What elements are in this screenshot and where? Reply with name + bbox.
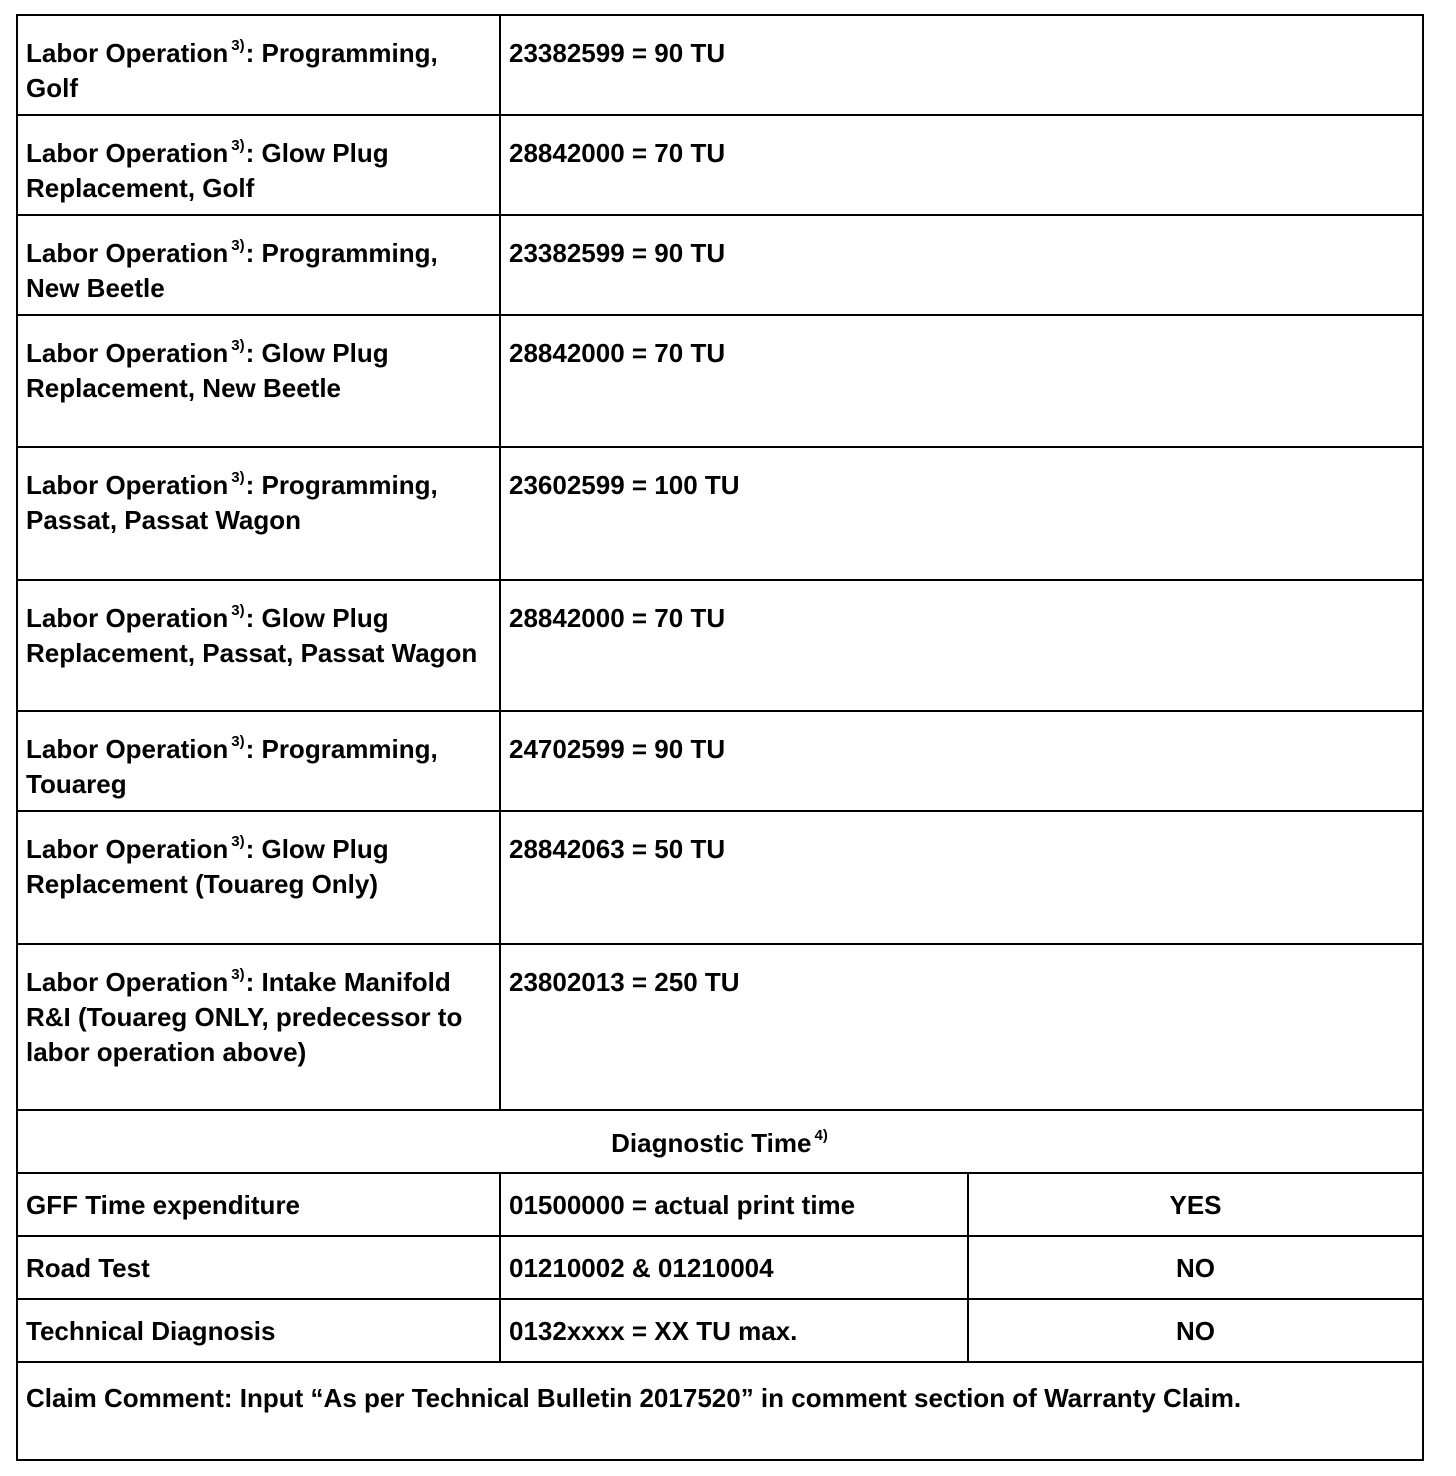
labor-operation-label: Labor Operation $^{3)}$: Glow Plug Replacement (Touareg Only) bbox=[17, 811, 500, 944]
labor-row bbox=[17, 115, 1423, 215]
labor-operations-table bbox=[16, 14, 1424, 1461]
labor-operation-code: 24702599 = 90 TU bbox=[500, 711, 1423, 811]
labor-operation-code: 28842063 = 50 TU bbox=[500, 811, 1423, 944]
diagnostic-answer: NO bbox=[968, 1299, 1423, 1362]
labor-operation-label: Labor Operation $^{3)}$: Intake Manifold R&I (Touareg ONLY, predecessor to labor operation above) bbox=[17, 944, 500, 1110]
diagnostic-name: GFF Time expenditure bbox=[17, 1173, 500, 1236]
labor-operation-code: 23382599 = 90 TU bbox=[500, 215, 1423, 315]
diagnostic-code: 01500000 = actual print time bbox=[500, 1173, 968, 1236]
labor-operation-code: 23382599 = 90 TU bbox=[500, 15, 1423, 115]
labor-row bbox=[17, 944, 1423, 1110]
diagnostic-code: 01210002 & 01210004 bbox=[500, 1236, 968, 1299]
labor-operation-code: 28842000 = 70 TU bbox=[500, 580, 1423, 711]
labor-row bbox=[17, 315, 1423, 447]
labor-row bbox=[17, 447, 1423, 580]
diagnostic-row bbox=[17, 1173, 1423, 1236]
diagnostic-name: Road Test bbox=[17, 1236, 500, 1299]
diagnostic-answer: NO bbox=[968, 1236, 1423, 1299]
labor-operation-label: Labor Operation $^{3)}$: Glow Plug Replacement, Golf bbox=[17, 115, 500, 215]
claim-comment: Claim Comment: Input “As per Technical Bulletin 2017520” in comment section of Warranty Claim. bbox=[17, 1362, 1423, 1460]
labor-operation-label: Labor Operation $^{3)}$: Glow Plug Replacement, New Beetle bbox=[17, 315, 500, 447]
labor-operation-code: 23802013 = 250 TU bbox=[500, 944, 1423, 1110]
claim-comment-row bbox=[17, 1362, 1423, 1460]
labor-row bbox=[17, 811, 1423, 944]
diagnostic-name: Technical Diagnosis bbox=[17, 1299, 500, 1362]
labor-operation-label: Labor Operation $^{3)}$: Programming, Golf bbox=[17, 15, 500, 115]
labor-row bbox=[17, 580, 1423, 711]
diagnostic-answer: YES bbox=[968, 1173, 1423, 1236]
diagnostic-row bbox=[17, 1236, 1423, 1299]
diagnostic-code: 0132xxxx = XX TU max. bbox=[500, 1299, 968, 1362]
labor-operation-label: Labor Operation $^{3)}$: Programming, Touareg bbox=[17, 711, 500, 811]
diagnostic-row bbox=[17, 1299, 1423, 1362]
diagnostic-time-heading: Diagnostic Time $^{4)}$ bbox=[17, 1110, 1423, 1173]
labor-operation-label: Labor Operation $^{3)}$: Programming, New Beetle bbox=[17, 215, 500, 315]
labor-operation-code: 28842000 = 70 TU bbox=[500, 115, 1423, 215]
labor-row bbox=[17, 711, 1423, 811]
labor-operation-code: 23602599 = 100 TU bbox=[500, 447, 1423, 580]
labor-row bbox=[17, 215, 1423, 315]
labor-operation-code: 28842000 = 70 TU bbox=[500, 315, 1423, 447]
diagnostic-header-row bbox=[17, 1110, 1423, 1173]
labor-operation-label: Labor Operation $^{3)}$: Glow Plug Replacement, Passat, Passat Wagon bbox=[17, 580, 500, 711]
labor-row bbox=[17, 15, 1423, 115]
labor-operation-label: Labor Operation $^{3)}$: Programming, Passat, Passat Wagon bbox=[17, 447, 500, 580]
